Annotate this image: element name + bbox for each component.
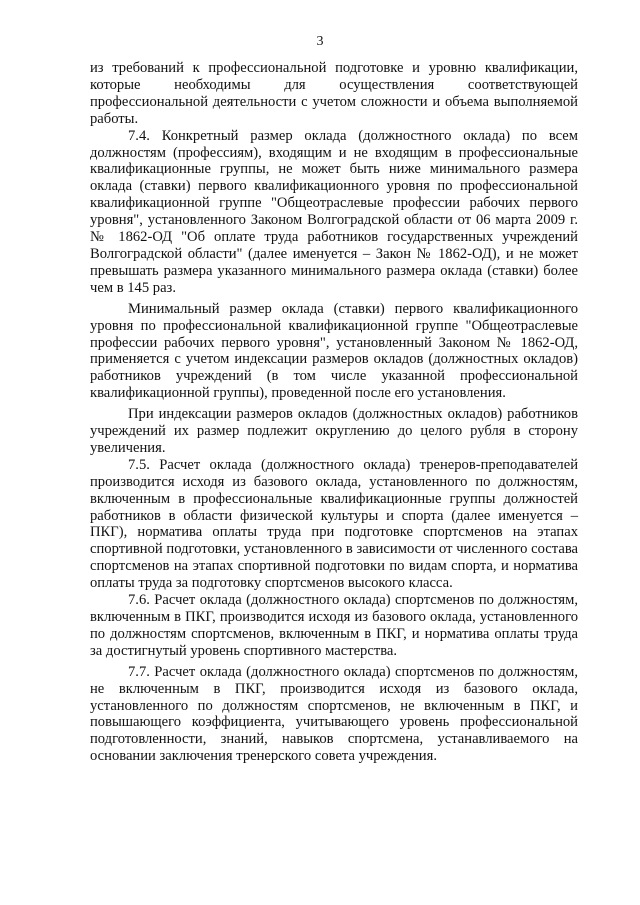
page-number: 3 [316,34,324,49]
paragraph-7-4: 7.4. Конкретный размер оклада (должностного оклада) по всем должностям (профессиям), входящим и не входящим в профессиональные квалификационные группы, не может быть ниже минимального размера оклада (ставки) первого квалификационного уровня по профессиональной квалификационной группе "Общеотраслевые профессии рабочих первого уровня", установленного Законом Волгоградской области от 06 марта 2009 г. № 1862-ОД "Об оплате труда работников государственных учреждений Волгоградской области" (далее именуется – Закон № 1862-ОД), и не может превышать размера указанного минимального размера оклада (ставки) более чем в 145 раз. [90,127,578,296]
paragraph-7-6: 7.6. Расчет оклада (должностного оклада) спортсменов по должностям, включенным в ПКГ, производится исходя из базового оклада, установленного по должностям спортсменов, включенным в ПКГ, и норматива оплаты труда за достигнутый уровень спортивного мастерства. [90,592,578,659]
paragraph-7-7: 7.7. Расчет оклада (должностного оклада) спортсменов по должностям, не включенным в ПКГ, производится исходя из базового оклада, установленного по должностям спортсменов, не включенным в ПКГ, и повышающего коэффициента, учитывающего уровень профессиональной подготовленности, знаний, навыков спортсмена, устанавливаемого на основании заключения тренерского совета учреждения. [90,663,578,765]
document-body [90,60,578,765]
paragraph-minimum-salary: Минимальный размер оклада (ставки) первого квалификационного уровня по профессиональной квалификационной группе "Общеотраслевые профессии рабочих первого уровня", установленный Законом № 1862-ОД, применяется с учетом индексации размеров окладов (должностных окладов) работников учреждений (в том числе указанной профессиональной квалификационной группы), проведенной после его установления. [90,300,578,402]
paragraph-7-5: 7.5. Расчет оклада (должностного оклада) тренеров-преподавателей производится исходя из базового оклада, установленного по должностям, включенным в профессиональные квалификационные группы должностей работников в области физической культуры и спорта (далее именуется – ПКГ), норматива оплаты труда при подготовке спортсменов на этапах спортивной подготовки, установленного в зависимости от численного состава спортсменов на этапах спортивной подготовки по видам спорта, и норматива оплаты труда за подготовку спортсменов высокого класса. [90,456,578,592]
paragraph-continuation: из требований к профессиональной подготовке и уровню квалификации, которые необходимы для осуществления соответствующей профессиональной деятельности с учетом сложности и объема выполняемой работы. [90,60,578,127]
paragraph-indexation: При индексации размеров окладов (должностных окладов) работников учреждений их размер подлежит округлению до целого рубля в сторону увеличения. [90,406,578,456]
